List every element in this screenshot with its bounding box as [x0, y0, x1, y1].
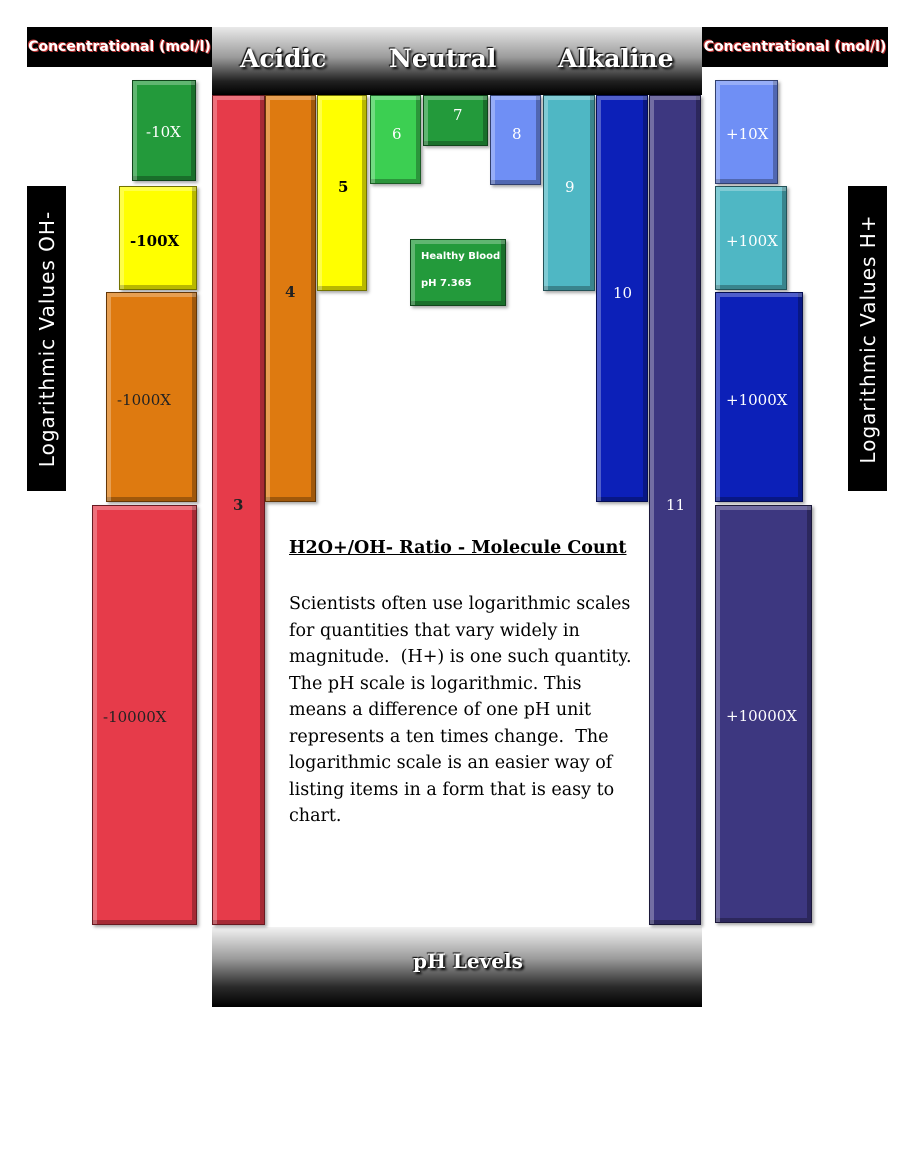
neutral-label: Neutral: [389, 44, 497, 73]
ph-bar-9: [543, 95, 595, 291]
ph-bar-11-label: 11: [666, 496, 686, 514]
ph-levels-label: pH Levels: [413, 949, 523, 973]
left-block-100x: [119, 186, 197, 290]
right-block-100x-label: +100X: [726, 232, 778, 250]
right-block-10000x: [715, 505, 812, 923]
ph-bar-6-label: 6: [392, 125, 402, 143]
right-vertical-label-box: [848, 186, 887, 491]
paragraph-line: The pH scale is logarithmic. This: [289, 673, 582, 694]
ph-bar-10-label: 10: [613, 284, 633, 302]
acidic-label: Acidic: [240, 44, 327, 73]
healthy-blood-line2: pH 7.365: [421, 278, 472, 289]
left-vertical-label-box: [27, 186, 66, 491]
right-block-1000x-label: +1000X: [726, 391, 788, 409]
right-vertical-label: Logarithmic Values H+: [855, 213, 880, 464]
left-concentration-title: Concentrational (mol/l): [27, 27, 212, 67]
left-block-10x: [132, 80, 196, 181]
paragraph-line: Scientists often use logarithmic scales: [289, 594, 631, 614]
ph-bar-5: [317, 95, 367, 291]
right-block-10000x-label: +10000X: [726, 707, 797, 725]
right-block-1000x: [715, 292, 803, 502]
ph-bar-3: [212, 95, 265, 925]
left-block-100x-label: -100X: [130, 232, 180, 250]
right-block-10x-label: +10X: [726, 125, 769, 143]
paragraph-line: chart.: [289, 806, 342, 826]
ph-bar-8: [490, 95, 541, 185]
ph-bar-10: [596, 95, 648, 502]
paragraph-line: means a difference of one pH unit: [289, 700, 591, 720]
ph-bar-5-label: 5: [338, 178, 349, 196]
paragraph-line: for quantities that vary widely in: [289, 620, 580, 641]
left-block-1000x: [106, 292, 197, 502]
paragraph-line: logarithmic scale is an easier way of: [289, 753, 613, 773]
ph-bar-4-label: 4: [285, 283, 296, 301]
ph-bar-7: [423, 95, 488, 146]
ph-bar-4: [265, 95, 316, 502]
right-block-100x: [715, 186, 787, 290]
paragraph-line: listing items in a form that is easy to: [289, 779, 615, 800]
left-vertical-label: Logarithmic Values OH-: [34, 210, 59, 467]
right-block-10x: [715, 80, 778, 184]
healthy-blood-box: [410, 239, 506, 306]
paragraph-line: represents a ten times change. The: [289, 726, 609, 747]
alkaline-label: Alkaline: [558, 44, 674, 73]
ph-bar-8-label: 8: [512, 125, 522, 143]
text-panel-paragraph: [289, 591, 649, 830]
healthy-blood-line1: Healthy Blood: [421, 251, 501, 262]
text-panel-heading: H2O+/OH- Ratio - Molecule Count: [289, 538, 627, 558]
left-block-10000x: [92, 505, 197, 925]
ph-bar-3-label: 3: [233, 496, 244, 514]
ph-bar-9-label: 9: [565, 178, 575, 196]
ph-bar-6: [370, 95, 421, 184]
paragraph-line: magnitude. (H+) is one such quantity.: [289, 647, 632, 667]
left-block-10x-label: -10X: [146, 123, 181, 141]
ph-bar-7-label: 7: [453, 106, 463, 124]
left-block-1000x-label: -1000X: [117, 391, 171, 409]
left-block-10000x-label: -10000X: [103, 708, 167, 726]
ph-bar-11: [649, 95, 701, 925]
right-concentration-title: Concentrational (mol/l): [702, 27, 888, 67]
